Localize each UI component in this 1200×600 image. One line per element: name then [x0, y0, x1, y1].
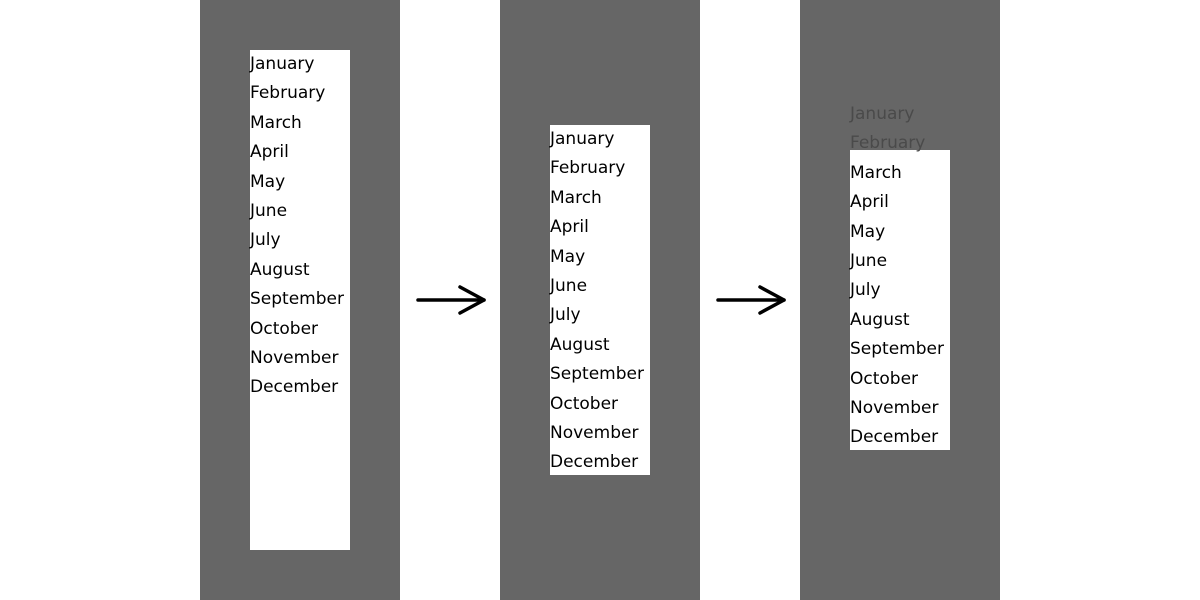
month-item: July	[550, 305, 581, 326]
month-item: October	[250, 318, 319, 339]
month-list	[550, 125, 660, 478]
month-item: August	[850, 309, 910, 330]
month-item: November	[250, 347, 339, 368]
month-item-overflow: February	[850, 133, 926, 154]
month-item: September	[850, 339, 944, 360]
month-item: August	[250, 259, 310, 280]
month-item: May	[550, 246, 586, 267]
month-item: March	[850, 162, 902, 183]
month-item: December	[550, 452, 639, 473]
panel-step-2	[500, 0, 700, 600]
month-item: December	[250, 377, 339, 398]
month-item: March	[550, 187, 602, 208]
month-item: February	[250, 83, 326, 104]
month-item: January	[550, 129, 615, 149]
month-item: August	[550, 334, 610, 355]
month-item: May	[850, 221, 886, 242]
month-item: June	[550, 275, 588, 296]
month-item: October	[550, 393, 619, 414]
panel-step-3	[800, 0, 1000, 600]
month-item: July	[250, 230, 281, 251]
month-item: October	[850, 368, 919, 389]
month-item: November	[850, 397, 939, 418]
month-item: April	[250, 142, 289, 163]
month-list	[250, 50, 360, 403]
month-item: September	[250, 289, 344, 310]
month-item: December	[850, 427, 939, 448]
right-arrow-icon	[716, 280, 788, 320]
month-list	[850, 100, 960, 453]
month-item: June	[850, 250, 888, 271]
month-item: November	[550, 422, 639, 443]
month-item: March	[250, 112, 302, 133]
month-item: April	[850, 192, 889, 213]
month-item: June	[250, 200, 288, 221]
month-item: July	[850, 280, 881, 301]
month-item: January	[250, 54, 315, 74]
month-item: May	[250, 171, 286, 192]
month-item-overflow: January	[850, 104, 915, 124]
month-item: September	[550, 364, 644, 385]
month-item: April	[550, 217, 589, 238]
panel-step-1	[200, 0, 400, 600]
month-item: February	[550, 158, 626, 179]
right-arrow-icon	[416, 280, 488, 320]
